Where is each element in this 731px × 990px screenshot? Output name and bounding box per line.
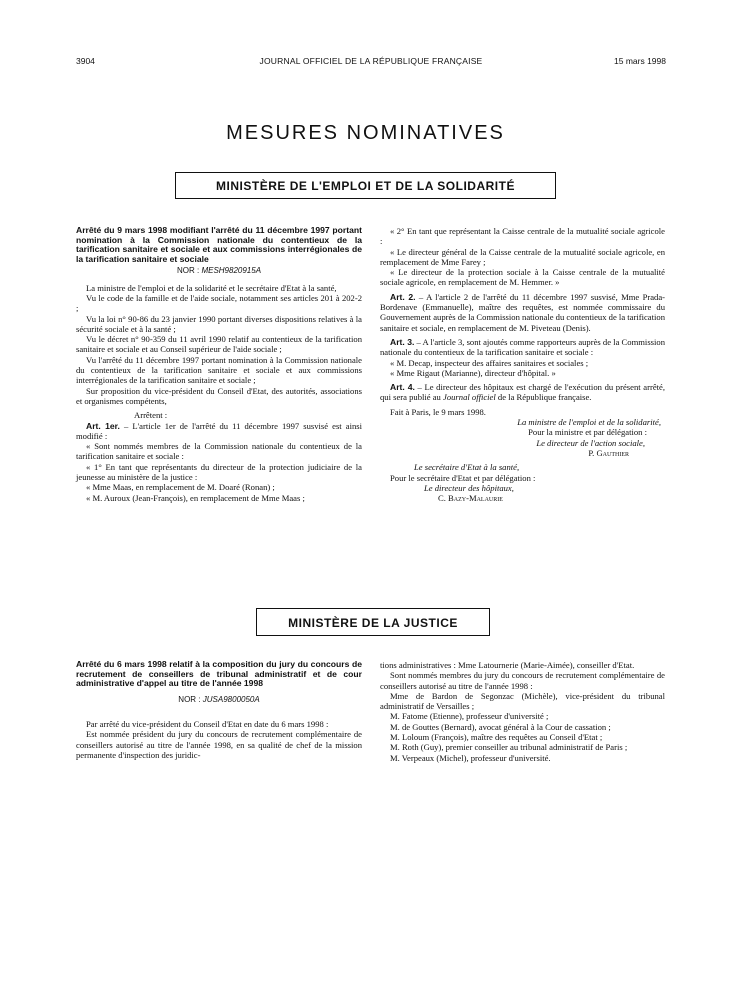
issue-date: 15 mars 1998 [614,56,666,66]
paragraph: M. Roth (Guy), premier conseiller au tribunal administratif de Paris ; [390,742,628,753]
paragraph: « Le directeur général de la Caisse centrale de la mutualité sociale agricole, en remplacement de Mme Farey ; [380,246,665,267]
nor-reference: NOR : MESH9820915A [176,266,262,276]
paragraph: M. Verpeaux (Michel), professeur d'université. [390,752,551,763]
paragraph: « Mme Rigaut (Marianne), directeur d'hôpital. » [390,367,556,378]
paragraph: Par arrêté du vice-président du Conseil d'Etat en date du 6 mars 1998 : [86,719,329,730]
paragraph: M. Fatome (Etienne), professeur d'université ; [390,711,549,722]
article-3: Art. 3. – A l'article 3, sont ajoutés comme rapporteurs auprès de la Commission nationale du contentieux de la tarification sanitaire et sociale : [380,336,665,358]
page-number: 3904 [76,56,95,66]
section-heading-justice [256,608,490,636]
article-2: Art. 2. – A l'article 2 de l'arrêté du 11 décembre 1997 susvisé, Mme Prada-Bordenave (Emmanuelle), maître des requêtes, est nommée commissaire du Gouvernement auprès de la Commission nationale du contentieux de la tarification sanitaire et sociale, en remplacement de M. Piveteau (Denis). [380,291,665,333]
article-4: Art. 4. – Le directeur des hôpitaux est chargé de l'exécution du présent arrêté, qui sera publié au Journal officiel de la République française. [380,382,665,403]
section2-right-column [380,660,665,763]
section-heading-text: MINISTÈRE DE LA JUSTICE [288,616,458,630]
section2-left-column [76,660,362,760]
paragraph: « Sont nommés membres de la Commission nationale du contentieux de la tarification sanitaire et sociale : [76,441,362,462]
paragraph: Vu l'arrêté du 11 décembre 1997 portant nomination à la Commission nationale du contentieux de la tarification sanitaire et sociale et aux commissions interrégionales de la tarification sanitaire et sociale ; [76,354,362,386]
signatory-title: La ministre de l'emploi et de la solidarité, [517,417,661,428]
nor-reference: NOR : JUSA9800050A [178,694,260,704]
signatory-title: Le directeur des hôpitaux, [424,482,514,493]
signatory-name: C. Bazy-Malaurie [438,493,503,504]
signatory-delegation: Pour la ministre et par délégation : [528,427,647,438]
paragraph: Vu le décret n° 90-359 du 11 avril 1990 relatif au contentieux de la tarification sanitaire et sociale et au Conseil supérieur de l'aide sociale ; [76,334,362,355]
signatory-title: Le directeur de l'action sociale, [536,437,645,448]
paragraph: « M. Decap, inspecteur des affaires sanitaires et sociales ; [390,357,589,368]
section-heading-text: MINISTÈRE DE L'EMPLOI ET DE LA SOLIDARITÉ [216,179,515,193]
journal-name: JOURNAL OFFICIEL DE LA RÉPUBLIQUE FRANÇAISE [259,56,483,66]
paragraph: Vu le code de la famille et de l'aide sociale, notamment ses articles 201 à 202-2 ; [76,292,362,314]
section1-right-column [380,226,665,503]
main-title: MESURES NOMINATIVES [226,122,505,144]
paragraph: « M. Auroux (Jean-François), en remplacement de Mme Maas ; [86,492,305,503]
paragraph: M. de Gouttes (Bernard), avocat général à la Cour de cassation ; [390,721,611,732]
paragraph: « Mme Maas, en remplacement de M. Doaré (Ronan) ; [86,482,275,493]
paragraph: tions administratives : Mme Latournerie (Marie-Aimée), conseiller d'Etat. [380,660,635,670]
signatory-title: Le secrétaire d'Etat à la santé, [414,462,520,473]
running-header [76,56,666,68]
decree-title: Arrêté du 6 mars 1998 relatif à la composition du jury du concours de recrutement de conseillers de tribunal administratif et de cour administrative d'appel au titre de l'année 1998 [76,659,362,689]
article-1: Art. 1er. – L'article 1er de l'arrêté du 11 décembre 1997 susvisé est ainsi modifié : [76,420,362,441]
paragraph: « 2° En tant que représentant la Caisse centrale de la mutualité sociale agricole : [380,226,665,247]
paragraph: « Le directeur de la protection sociale à la Caisse centrale de la mutualité sociale agricole, en remplacement de M. Hemmer. » [380,267,665,288]
paragraph: « 1° En tant que représentants du directeur de la protection judiciaire de la jeunesse au ministère de la justice : [76,461,362,483]
signatory-delegation: Pour le secrétaire d'Etat et par délégation : [390,472,536,483]
paragraph: Sur proposition du vice-président du Conseil d'Etat, des autorités, associations et organismes compétents, [76,385,362,406]
paragraph: M. Loloum (François), maître des requêtes au Conseil d'Etat ; [390,732,603,743]
signature-date: Fait à Paris, le 9 mars 1998. [390,406,486,417]
section1-left-column [76,226,362,503]
paragraph: Vu la loi n° 90-86 du 23 janvier 1990 portant diverses dispositions relatives à la sécurité sociale et à la santé ; [76,313,362,334]
decree-title: Arrêté du 9 mars 1998 modifiant l'arrêté du 11 décembre 1997 portant nomination à la Commission nationale du contentieux de la tarification sanitaire et sociale et aux commissions interrégionales de la tarification sanitaire et sociale [76,225,362,264]
paragraph: Est nommée président du jury du concours de recrutement complémentaire de conseillers autorisé au titre de l'année 1998, en sa qualité de chef de la mission permanente d'inspection des juridic- [76,729,362,760]
paragraph: Mme de Bardon de Segonzac (Michèle), vice-président du tribunal administratif de Versailles ; [380,690,665,712]
arretent: Arrêtent : [134,410,168,421]
section-heading-emploi [175,172,556,199]
paragraph: La ministre de l'emploi et de la solidarité et le secrétaire d'Etat à la santé, [86,282,337,293]
paragraph: Sont nommés membres du jury du concours de recrutement complémentaire de conseillers autorisé au titre de l'année 1998 : [380,670,665,691]
signatory-name: P. Gauthier [588,447,629,458]
